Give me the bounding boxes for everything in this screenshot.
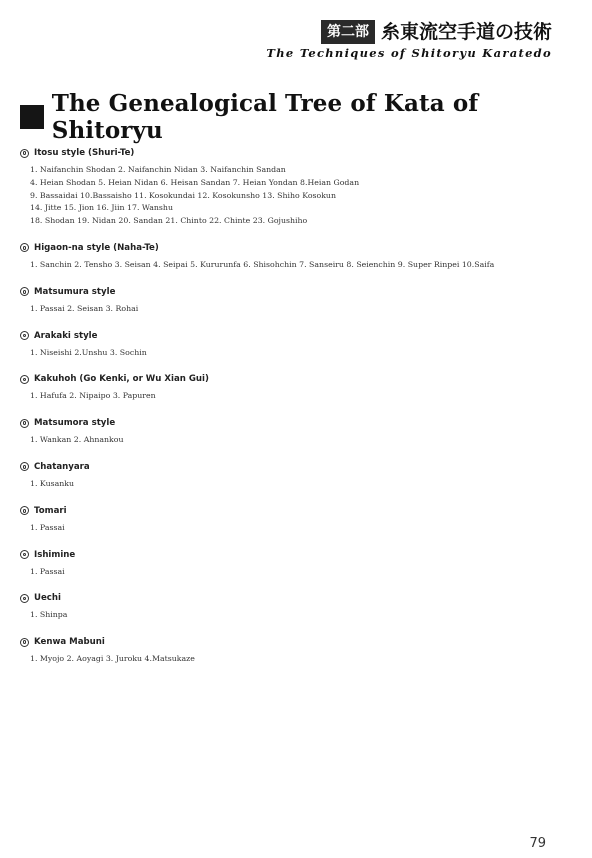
style-heading (20, 416, 560, 430)
double-circle-icon (20, 149, 29, 158)
style-name: Uechi (34, 593, 61, 604)
style-name: Kenwa Mabuni (34, 637, 105, 648)
double-circle-icon (20, 419, 29, 428)
page-title-text: The Genealogical Tree of Kata of Shitoryu (51, 90, 479, 144)
style-section (20, 591, 560, 622)
kata-list (30, 522, 560, 535)
kata-list (30, 259, 560, 272)
style-section (20, 416, 560, 447)
kata-list (30, 478, 560, 491)
style-name: Ishimine (34, 549, 76, 560)
double-circle-icon (20, 243, 29, 252)
style-section (20, 372, 560, 403)
kata-line: 1. Niseishi 2.Unshu 3. Sochin (30, 347, 147, 357)
style-heading (20, 146, 560, 160)
style-section (20, 146, 560, 228)
double-circle-icon (20, 287, 29, 296)
kata-line: 1. Passai 2. Seisan 3. Rohai (30, 303, 139, 313)
style-heading (20, 241, 560, 255)
kata-list (30, 609, 560, 622)
kata-list (30, 566, 560, 579)
style-heading (20, 460, 560, 474)
kata-line: 14. Jitte 15. Jion 16. Jiin 17. Wanshu (30, 203, 173, 213)
double-circle-icon (20, 462, 29, 471)
kata-line: 1. Kusanku (30, 478, 75, 488)
title-square-icon (20, 105, 44, 129)
double-circle-icon (20, 506, 29, 515)
kata-line: 1. Passai (30, 566, 65, 576)
page-number: 79 (529, 836, 546, 851)
style-name: Chatanyara (34, 461, 90, 472)
kata-line: 1. Wankan 2. Ahnankou (30, 435, 124, 445)
kata-line: 1. Myojo 2. Aoyagi 3. Juroku 4.Matsukaze (30, 654, 195, 664)
style-heading (20, 548, 560, 562)
kata-list (30, 347, 560, 360)
style-heading (20, 285, 560, 299)
style-section (20, 241, 560, 272)
part-subtitle: The Techniques of Shitoryu Karatedo (266, 46, 552, 60)
kata-line: 18. Shodan 19. Nidan 20. Sandan 21. Chinto 22. Chinte 23. Gojushiho (30, 216, 308, 226)
style-section (20, 460, 560, 491)
style-heading (20, 372, 560, 386)
style-section (20, 548, 560, 579)
double-circle-icon (20, 550, 29, 559)
style-name: Matsumora style (34, 418, 116, 429)
double-circle-icon (20, 331, 29, 340)
styles-list (20, 146, 560, 679)
kata-line: 1. Naifanchin Shodan 2. Naifanchin Nidan 3. Naifanchin Sandan (30, 165, 286, 174)
style-heading (20, 635, 560, 649)
style-section (20, 329, 560, 360)
part-title-line (266, 20, 552, 44)
style-section (20, 285, 560, 316)
style-heading (20, 329, 560, 343)
kata-line: 9. Bassaidai 10.Bassaisho 11. Kosokundai 12. Kosokunsho 13. Shiho Kosokun (30, 190, 336, 200)
style-name: Arakaki style (34, 330, 98, 341)
kata-list (30, 390, 560, 403)
kata-line: 1. Sanchin 2. Tensho 3. Seisan 4. Seipai 5. Kururunfa 6. Shisohchin 7. Sanseiru 8. Seienchin 9. Super Rinpei 10.Saifa (30, 259, 495, 269)
style-section (20, 504, 560, 535)
kata-line: 1. Shinpa (30, 610, 68, 620)
style-heading (20, 591, 560, 605)
kata-line: 1. Passai (30, 522, 65, 532)
part-title: 糸東流空手道の技術 (380, 21, 552, 43)
double-circle-icon (20, 638, 29, 647)
kata-list (30, 434, 560, 447)
style-name: Itosu style (Shuri-Te) (34, 148, 135, 158)
double-circle-icon (20, 594, 29, 603)
style-name: Matsumura style (34, 286, 116, 297)
style-section (20, 635, 560, 666)
part-label: 第二部 (321, 20, 375, 44)
style-name: Tomari (34, 505, 67, 516)
kata-line: 1. Hafufa 2. Nipaipo 3. Papuren (30, 391, 156, 401)
style-name: Kakuhoh (Go Kenki, or Wu Xian Gui) (34, 374, 209, 385)
chapter-header (266, 20, 552, 60)
kata-list (30, 653, 560, 666)
double-circle-icon (20, 375, 29, 384)
kata-list (30, 303, 560, 316)
kata-list (30, 164, 560, 228)
kata-line: 4. Heian Shodan 5. Heian Nidan 6. Heisan Sandan 7. Heian Yondan 8.Heian Godan (30, 177, 360, 187)
style-name: Higaon-na style (Naha-Te) (34, 242, 159, 253)
page-title (20, 90, 592, 144)
style-heading (20, 504, 560, 518)
